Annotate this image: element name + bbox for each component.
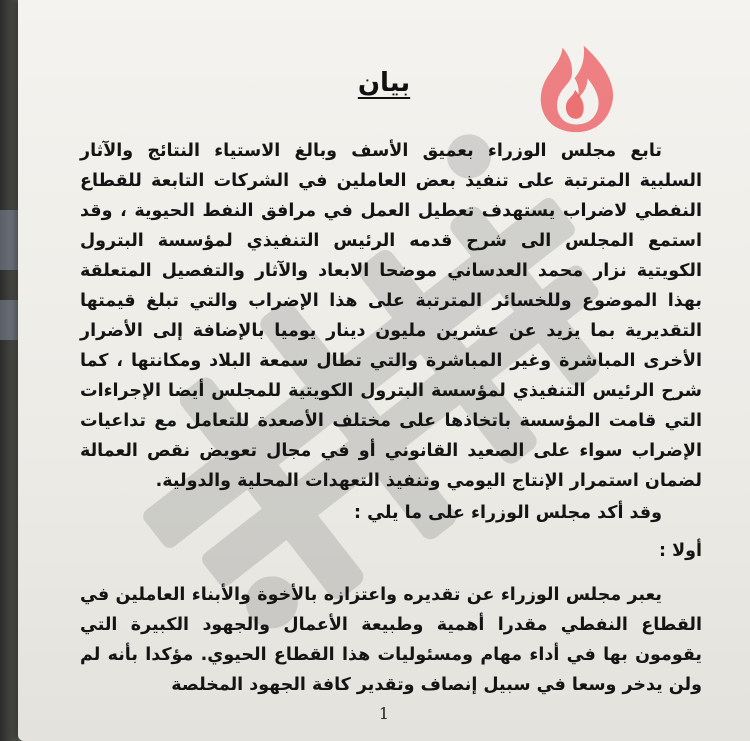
document-title: بيان: [357, 68, 411, 98]
paragraph: يعبر مجلس الوزراء عن تقديره واعتزازه بالأخوة والأبناء العاملين في القطاع النفطي مقدرا أهمية وطبيعة الأعمال والجهود الكبيرة التي يقومون بها في أداء مهام ومسئوليات هذا القطاع الحيوي. مؤكدا بأنه لم ولن يدخر وسعا في سبيل إنصاف وتقدير كافة الجهود المخلصة: [80, 585, 702, 695]
lead-in-line: وقد أكد مجلس الوزراء على ما يلي :: [354, 503, 662, 523]
document-page: [18, 0, 750, 741]
paragraph: تابع مجلس الوزراء بعميق الأسف وبالغ الاستياء النتائج والآثار السلبية المترتبة على تنفيذ بعض العاملين في الشركات التابعة للقطاع النفطي لاضراب يستهدف تعطيل العمل في مرافق النفط الحيوية ، وقد استمع المجلس الى شرح قدمه الرئيس التنفيذي لمؤسسة البترول الكويتية نزار محمد العدساني موضحا الابعاد والآثار والتفصيل المتعلقة بهذا الموضوع وللخسائر المترتبة على هذا الإضراب والتي تبلغ قيمتها التقديرية بما يزيد عن عشرين مليون دينار يوميا بالإضافة إلى الأضرار الأخرى المباشرة وغير المباشرة والتي تطال سمعة البلاد ومكانتها ، كما شرح الرئيس التنفيذي لمؤسسة البترول الكويتية للمجلس أيضا الإجراءات التي قامت المؤسسة باتخاذها على مختلف الأصعدة للتعامل مع تداعيات الإضراب سواء على الصعيد القانوني أو في مجال تعويض نقص العمالة لضمان استمرار الإنتاج اليومي وتنفيذ التعهدات المحلية والدولية.: [80, 141, 702, 491]
document-body: [80, 136, 702, 700]
section-heading: أولا :: [659, 541, 702, 561]
page-number: 1: [378, 704, 390, 723]
